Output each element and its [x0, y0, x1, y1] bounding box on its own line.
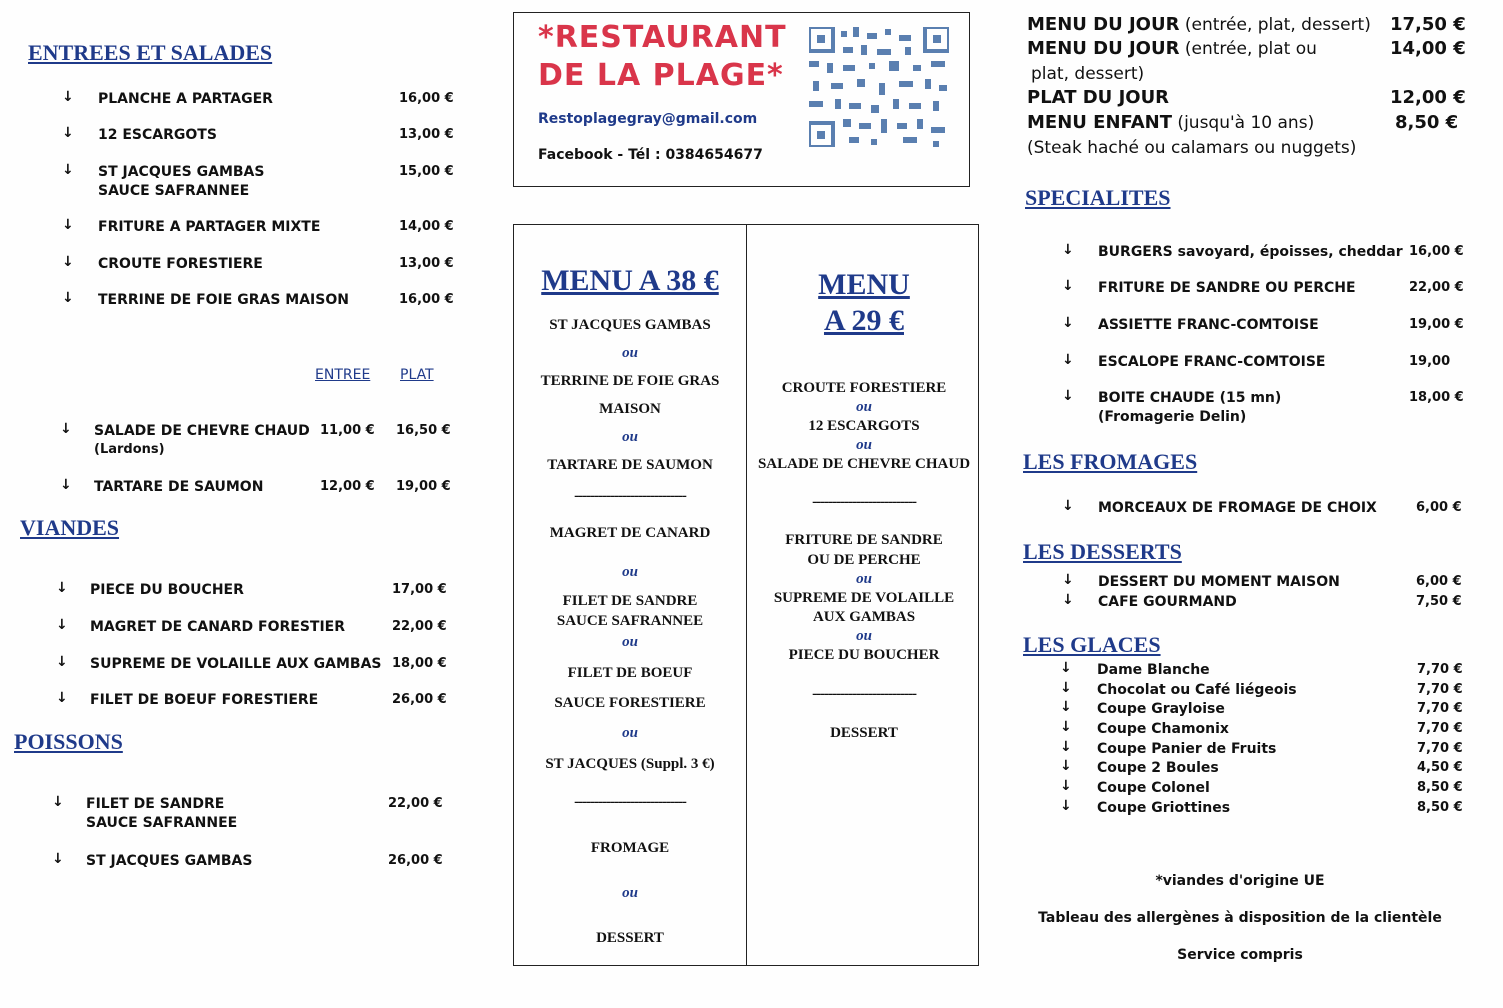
bullet-icon: ↓ — [62, 162, 74, 178]
menu-dish: DESSERT — [596, 930, 664, 946]
bullet-icon: ↓ — [1062, 592, 1074, 608]
section-title-specialites: SPECIALITES — [1025, 185, 1171, 210]
set-menus-box — [513, 224, 979, 966]
menu-or-label: ou — [622, 634, 638, 650]
section-title-poissons: POISSONS — [14, 729, 123, 754]
item-name-line2: (Lardons) — [94, 442, 165, 457]
item-price: 18,00 € — [1409, 390, 1464, 405]
formule-row — [1027, 38, 1317, 59]
column-header-plat: PLAT — [400, 367, 434, 383]
item-price: 18,00 € — [392, 656, 447, 671]
item-name: Coupe 2 Boules — [1097, 760, 1219, 776]
item-price: 26,00 € — [392, 692, 447, 707]
item-name: PIECE DU BOUCHER — [90, 582, 244, 598]
item-price: 4,50 € — [1417, 760, 1463, 775]
formule-row — [1027, 14, 1371, 35]
bullet-icon: ↓ — [1060, 778, 1072, 794]
bullet-icon: ↓ — [1060, 739, 1072, 755]
email-link[interactable]: Restoplagegray@gmail.com — [538, 111, 758, 127]
item-price: 7,70 € — [1417, 741, 1463, 756]
section-title-entrees: ENTREES ET SALADES — [28, 40, 273, 65]
bullet-icon: ↓ — [60, 477, 72, 493]
formule-label: MENU DU JOUR — [1027, 14, 1180, 35]
item-price: 16,00 € — [399, 292, 454, 307]
item-price: 6,00 € — [1416, 574, 1462, 589]
menu-separator: -------------------------- — [812, 686, 916, 702]
menu-dish: FILET DE BOEUF — [567, 665, 693, 681]
bullet-icon: ↓ — [1060, 758, 1072, 774]
menu-dish: FRITURE DE SANDRE — [785, 532, 943, 548]
item-name: Coupe Grayloise — [1097, 701, 1225, 717]
bullet-icon: ↓ — [62, 290, 74, 306]
formule-detail: plat, dessert) — [1031, 64, 1145, 84]
bullet-icon: ↓ — [56, 617, 68, 633]
menu-or-label: ou — [856, 571, 872, 587]
section-title-desserts: LES DESSERTS — [1023, 539, 1182, 564]
restaurant-name-line1: *RESTAURANT — [538, 20, 787, 55]
formule-price: 12,00 € — [1390, 87, 1466, 108]
menu-or-label: ou — [856, 399, 872, 415]
item-price-plat: 16,50 € — [396, 423, 451, 438]
restaurant-header-box — [513, 12, 970, 187]
item-price: 8,50 € — [1417, 800, 1463, 815]
item-name: CAFE GOURMAND — [1098, 594, 1237, 610]
bullet-icon: ↓ — [1060, 680, 1072, 696]
formule-detail: (jusqu'à 10 ans) — [1172, 113, 1315, 133]
formule-detail: (entrée, plat ou — [1179, 39, 1317, 59]
formule-price: 8,50 € — [1395, 112, 1459, 133]
formule-label: MENU ENFANT — [1027, 112, 1173, 133]
item-name: MORCEAUX DE FROMAGE DE CHOIX — [1098, 500, 1377, 516]
item-name: TARTARE DE SAUMON — [94, 479, 264, 495]
item-price: 22,00 € — [1409, 280, 1464, 295]
item-price: 6,00 € — [1416, 500, 1462, 515]
item-price: 7,70 € — [1417, 662, 1463, 677]
bullet-icon: ↓ — [1062, 572, 1074, 588]
item-price: 16,00 € — [1409, 244, 1464, 259]
menu-dish: TARTARE DE SAUMON — [547, 457, 713, 473]
contact-info: Facebook - Tél : 0384654677 — [538, 147, 763, 163]
section-title-viandes: VIANDES — [20, 515, 120, 540]
menu-divider — [746, 225, 747, 965]
menu-or-label: ou — [856, 628, 872, 644]
restaurant-name-line2: DE LA PLAGE* — [538, 58, 784, 93]
menu-dish: DESSERT — [830, 725, 898, 741]
allergens-note: Tableau des allergènes à disposition de la clientèle — [1038, 910, 1442, 926]
service-note: Service compris — [1177, 947, 1303, 963]
item-name: ESCALOPE FRANC-COMTOISE — [1098, 354, 1326, 370]
menu-dish: MAISON — [599, 401, 661, 417]
item-name: 12 ESCARGOTS — [98, 127, 217, 143]
bullet-icon: ↓ — [1060, 719, 1072, 735]
menu-dish: ST JACQUES (Suppl. 3 €) — [545, 756, 715, 772]
bullet-icon: ↓ — [52, 851, 64, 867]
menu-or-label: ou — [622, 564, 638, 580]
item-name: Chocolat ou Café liégeois — [1097, 682, 1297, 698]
formule-row — [1027, 112, 1314, 133]
bullet-icon: ↓ — [62, 254, 74, 270]
item-price: 13,00 € — [399, 256, 454, 271]
item-price: 8,50 € — [1417, 780, 1463, 795]
item-name-line2: SAUCE SAFRANNEE — [98, 183, 250, 199]
menu-dish: FILET DE SANDRE — [562, 593, 698, 609]
item-price: 15,00 € — [399, 164, 454, 179]
menu-38-column — [514, 263, 746, 957]
item-name: Coupe Griottines — [1097, 800, 1231, 816]
menu-separator: ---------------------------- — [574, 488, 686, 504]
menu-separator: -------------------------- — [812, 494, 916, 510]
menu-dish: FROMAGE — [590, 840, 670, 856]
item-price-plat: 19,00 € — [396, 479, 451, 494]
item-name: DESSERT DU MOMENT MAISON — [1098, 574, 1340, 590]
column-header-entree: ENTREE — [315, 367, 371, 383]
menu-or-label: ou — [622, 885, 638, 901]
formule-detail: (entrée, plat, dessert) — [1179, 15, 1371, 35]
menu-or-label: ou — [856, 437, 872, 453]
menu-dish: SAUCE SAFRANNEE — [556, 613, 704, 629]
menu-dish: SAUCE FORESTIERE — [554, 695, 706, 711]
item-price: 7,70 € — [1417, 721, 1463, 736]
item-price: 19,00 € — [1409, 317, 1464, 332]
bullet-icon: ↓ — [1062, 352, 1074, 368]
menu-dish: SALADE DE CHEVRE CHAUD — [757, 456, 971, 472]
menu-dish: MAGRET DE CANARD — [549, 525, 711, 541]
item-name: BURGERS savoyard, époisses, cheddar — [1098, 244, 1403, 260]
menu-29-title-line1: MENU — [818, 268, 910, 301]
item-name-line2: (Fromagerie Delin) — [1098, 409, 1247, 425]
item-price: 17,00 € — [392, 582, 447, 597]
menu-or-label: ou — [622, 345, 638, 361]
menu-dish: SUPREME DE VOLAILLE — [773, 590, 955, 606]
item-price: 22,00 € — [392, 619, 447, 634]
item-name: FRITURE A PARTAGER MIXTE — [98, 219, 321, 235]
item-price: 26,00 € — [388, 853, 443, 868]
formule-row — [1027, 137, 1356, 158]
item-name: SALADE DE CHEVRE CHAUD — [94, 423, 310, 439]
bullet-icon: ↓ — [1062, 242, 1074, 258]
item-name: BOITE CHAUDE (15 mn) — [1098, 390, 1282, 406]
menu-dish: PIECE DU BOUCHER — [788, 647, 940, 663]
item-name: FILET DE SANDRE — [86, 796, 225, 812]
menu-or-label: ou — [622, 725, 638, 741]
item-name: ASSIETTE FRANC-COMTOISE — [1098, 317, 1319, 333]
bullet-icon: ↓ — [60, 421, 72, 437]
menu-dish: 12 ESCARGOTS — [808, 418, 920, 434]
formule-price: 17,50 € — [1390, 14, 1466, 35]
item-price: 7,50 € — [1416, 594, 1462, 609]
menu-dish: CROUTE FORESTIERE — [781, 380, 947, 396]
bullet-icon: ↓ — [62, 89, 74, 105]
restaurant-name — [538, 19, 787, 95]
item-price-entree: 12,00 € — [320, 479, 375, 494]
bullet-icon: ↓ — [1062, 278, 1074, 294]
bullet-icon: ↓ — [56, 580, 68, 596]
bullet-icon: ↓ — [62, 217, 74, 233]
menu-or-label: ou — [622, 429, 638, 445]
item-price: 7,70 € — [1417, 701, 1463, 716]
item-name: ST JACQUES GAMBAS — [98, 164, 265, 180]
menu-dish: TERRINE DE FOIE GRAS — [540, 373, 720, 389]
menu-dish: OU DE PERCHE — [807, 552, 921, 568]
item-name: CROUTE FORESTIERE — [98, 256, 263, 272]
item-name: FILET DE BOEUF FORESTIERE — [90, 692, 319, 708]
bullet-icon: ↓ — [1060, 699, 1072, 715]
item-price: 13,00 € — [399, 127, 454, 142]
item-name: Coupe Chamonix — [1097, 721, 1229, 737]
qr-code-icon — [809, 27, 949, 147]
formule-label: MENU DU JOUR — [1027, 38, 1180, 59]
item-name: FRITURE DE SANDRE OU PERCHE — [1098, 280, 1356, 296]
menu-38-title: MENU A 38 € — [541, 264, 719, 297]
formule-row — [1027, 63, 1144, 84]
item-name: TERRINE DE FOIE GRAS MAISON — [98, 292, 349, 308]
item-price: 14,00 € — [399, 219, 454, 234]
bullet-icon: ↓ — [1062, 498, 1074, 514]
item-name: Coupe Colonel — [1097, 780, 1210, 796]
item-name: ST JACQUES GAMBAS — [86, 853, 253, 869]
menu-separator: ---------------------------- — [574, 794, 686, 810]
item-name: MAGRET DE CANARD FORESTIER — [90, 619, 346, 635]
menu-dish: AUX GAMBAS — [812, 609, 916, 625]
item-name-line2: SAUCE SAFRANNEE — [86, 815, 238, 831]
formule-label: PLAT DU JOUR — [1027, 87, 1170, 108]
menu-dish: ST JACQUES GAMBAS — [549, 317, 711, 333]
bullet-icon: ↓ — [52, 794, 64, 810]
bullet-icon: ↓ — [1060, 660, 1072, 676]
bullet-icon: ↓ — [1062, 388, 1074, 404]
bullet-icon: ↓ — [62, 125, 74, 141]
menu-29-column — [748, 267, 980, 743]
meat-origin-note: *viandes d'origine UE — [1155, 873, 1325, 889]
bullet-icon: ↓ — [56, 654, 68, 670]
item-name: Dame Blanche — [1097, 662, 1210, 678]
item-name: PLANCHE A PARTAGER — [98, 91, 273, 107]
item-price: 16,00 € — [399, 91, 454, 106]
item-price: 22,00 € — [388, 796, 443, 811]
formule-price: 14,00 € — [1390, 38, 1466, 59]
item-price: 7,70 € — [1417, 682, 1463, 697]
item-name: SUPREME DE VOLAILLE AUX GAMBAS — [90, 656, 382, 672]
menu-29-title-line2: A 29 € — [823, 304, 904, 337]
item-price: 19,00 — [1409, 354, 1451, 369]
bullet-icon: ↓ — [1062, 315, 1074, 331]
item-price-entree: 11,00 € — [320, 423, 375, 438]
formule-row — [1027, 87, 1169, 108]
item-name: Coupe Panier de Fruits — [1097, 741, 1277, 757]
formule-detail: (Steak haché ou calamars ou nuggets) — [1027, 138, 1357, 158]
bullet-icon: ↓ — [1060, 798, 1072, 814]
bullet-icon: ↓ — [56, 690, 68, 706]
section-title-glaces: LES GLACES — [1023, 632, 1161, 657]
section-title-fromages: LES FROMAGES — [1023, 449, 1198, 474]
